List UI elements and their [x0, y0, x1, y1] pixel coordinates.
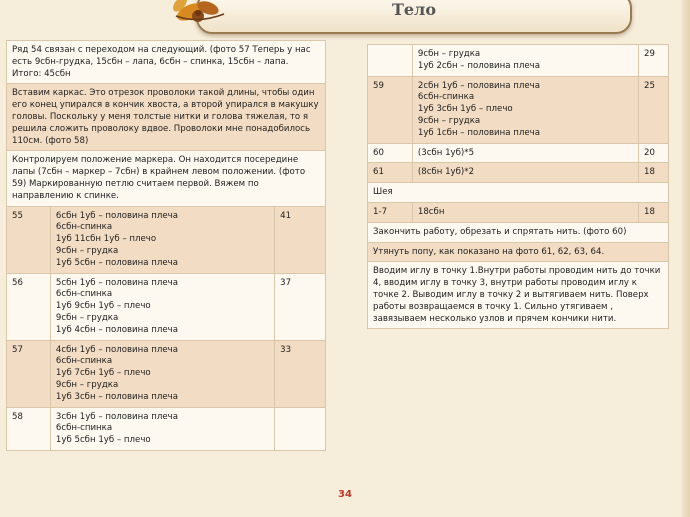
intro-row	[7, 84, 326, 151]
instruction-line: 1уб 1сбн – половина плеча	[417, 127, 540, 138]
note-row	[368, 242, 669, 262]
instruction-line: 6сбн-спинка	[55, 423, 113, 434]
instruction-line: 1уб 3сбн 1уб – плечо	[417, 104, 513, 115]
instruction-line: 6сбн-спинка	[417, 92, 475, 103]
stitch-count: 29	[639, 45, 669, 77]
row-number: 60	[368, 143, 413, 163]
row-number: 56	[7, 273, 51, 340]
section-label: Шея	[368, 183, 669, 203]
instruction-line: 6сбн-спинка	[55, 289, 113, 300]
row-instructions	[412, 143, 638, 163]
table-row	[7, 206, 326, 273]
note-row	[368, 222, 669, 242]
instruction-line: 5сбн 1уб – половина плеча	[55, 277, 178, 288]
autumn-leaves-icon	[168, 0, 238, 34]
section-row	[368, 183, 669, 203]
note-text: Закончить работу, обрезать и спрятать нить. (фото 60)	[368, 222, 669, 242]
instruction-line: 6сбн 1уб – половина плеча	[55, 210, 178, 221]
stitch-count: 41	[275, 206, 326, 273]
stitch-count: 37	[275, 273, 326, 340]
note-row	[368, 262, 669, 329]
stitch-count: 33	[275, 340, 326, 407]
table-row	[7, 273, 326, 340]
page-number: 34	[338, 489, 352, 500]
instruction-line: 1уб 5сбн – половина плеча	[55, 257, 178, 268]
row-instructions	[50, 273, 274, 340]
instruction-line: 1уб 4сбн – половина плеча	[55, 324, 178, 335]
row-instructions	[412, 163, 638, 183]
intro-text: Контролируем положение маркера. Он находится посередине лапы (7сбн – маркер – 7сбн) в крайнем левом положении. (фото 59) Маркированную петлю считаем первой. Вяжем по направлению к спинке.	[7, 151, 326, 206]
table-row	[368, 45, 669, 77]
instruction-line: 9сбн – грудка	[417, 49, 481, 59]
instruction-line: (8сбн 1уб)*2	[417, 167, 475, 178]
page-edge	[682, 0, 690, 517]
stitch-count: 18	[639, 163, 669, 183]
row-instructions	[412, 45, 638, 77]
instruction-line: 1уб 2сбн – половина плеча	[417, 60, 540, 71]
page-header	[0, 0, 690, 40]
row-number	[368, 45, 413, 77]
page-title: Тело	[391, 0, 437, 19]
instruction-line: 9сбн – грудка	[55, 245, 119, 256]
table-row	[368, 76, 669, 143]
table-row	[7, 340, 326, 407]
row-number: 59	[368, 76, 413, 143]
intro-text: Ряд 54 связан с переходом на следующий. (фото 57 Теперь у нас есть 9сбн-грудка, 15сбн – лапа, 6сбн – спинка, 15сбн – лапа. Итого: 45сбн	[7, 41, 326, 84]
instruction-line: 1уб 9сбн 1уб – плечо	[55, 301, 151, 312]
row-number: 61	[368, 163, 413, 183]
title-banner	[196, 0, 632, 34]
instruction-line: 9сбн – грудка	[55, 379, 119, 390]
table-row	[368, 163, 669, 183]
instruction-line: 1уб 5сбн 1уб – плечо	[55, 435, 151, 446]
intro-text: Вставим каркас. Это отрезок проволоки такой длины, чтобы один его конец упирался в кончик хвоста, а второй упирался в макушку головы. Поскольку у меня толстые нитки и голова тяжелая, то я решила сложить проволоку вдвое. Проволоки мне понадобилось 110см. (фото 58)	[7, 84, 326, 151]
note-text: Утянуть попу, как показано на фото 61, 62, 63, 64.	[368, 242, 669, 262]
instruction-line: 9сбн – грудка	[55, 312, 119, 323]
right-pattern-table	[367, 44, 669, 329]
instruction-line: 6сбн-спинка	[55, 356, 113, 367]
row-number: 58	[7, 407, 51, 450]
stitch-count: 20	[639, 143, 669, 163]
row-instructions	[412, 76, 638, 143]
row-number: 1-7	[368, 202, 413, 222]
instruction-line: (3сбн 1уб)*5	[417, 147, 475, 158]
instruction-line: 1уб 7сбн 1уб – плечо	[55, 368, 151, 379]
instruction-line: 3сбн 1уб – половина плеча	[55, 411, 178, 422]
intro-row	[7, 41, 326, 84]
instruction-line: 1уб 11сбн 1уб – плечо	[55, 234, 157, 245]
instruction-line: 6сбн-спинка	[55, 222, 113, 233]
table-row	[368, 202, 669, 222]
row-instructions: 18сбн	[412, 202, 638, 222]
row-instructions	[50, 407, 274, 450]
instruction-line: 9сбн – грудка	[417, 115, 481, 126]
instruction-line: 1уб 3сбн – половина плеча	[55, 391, 178, 402]
instruction-line: 2сбн 1уб – половина плеча	[417, 80, 540, 91]
row-number: 55	[7, 206, 51, 273]
stitch-count	[275, 407, 326, 450]
table-row	[368, 143, 669, 163]
intro-row	[7, 151, 326, 206]
note-text: Вводим иглу в точку 1.Внутри работы проводим нить до точки 4, вводим иглу в точку 3, внутри работы проводим иглу к точке 2. Выводим иглу в точку 2 и вытягиваем нить. Поверх работы возвращаемся в точку 1. Сильно утягиваем , завязываем несколько узлов и прячем кончики нити.	[368, 262, 669, 329]
row-instructions	[50, 206, 274, 273]
stitch-count: 18	[639, 202, 669, 222]
left-pattern-table	[6, 40, 326, 451]
table-row	[7, 407, 326, 450]
row-number: 57	[7, 340, 51, 407]
row-instructions	[50, 340, 274, 407]
instruction-line: 4сбн 1уб – половина плеча	[55, 344, 178, 355]
stitch-count: 25	[639, 76, 669, 143]
